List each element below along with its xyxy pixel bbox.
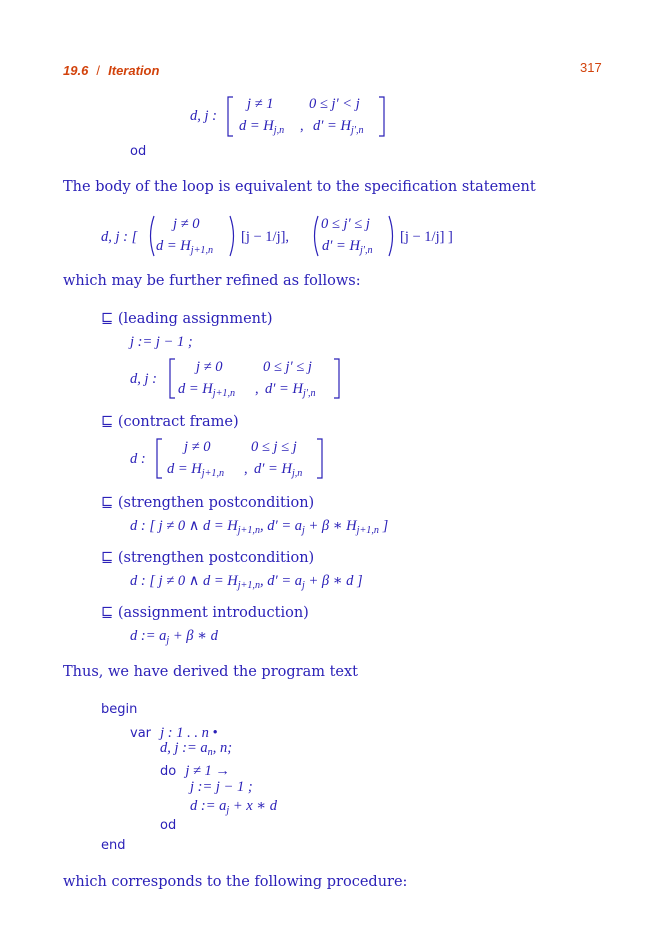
law-contract-frame: ⊑ (contract frame) <box>101 414 239 430</box>
init-assignment: d, j := $a_n$, n; <box>160 740 233 758</box>
frame-label-3: d : <box>130 451 146 467</box>
frame-label-2: d, j : <box>130 371 157 387</box>
substitution-1: [j − 1/j], <box>241 229 290 245</box>
law-strengthen-postcondition-1: ⊑ (strengthen postcondition) <box>101 495 315 511</box>
begin-keyword: begin <box>101 702 138 717</box>
loop-stmt-1: j := j − 1 ; <box>190 779 253 795</box>
left-bracket-2 <box>168 358 176 400</box>
header-separator: / <box>96 63 101 78</box>
spec-pre-2: $d = H_{j+1,n}$ <box>156 238 214 256</box>
assign-j: j := j − 1 ; <box>130 334 193 350</box>
substitution-2: [j − 1/j] ] <box>400 229 453 245</box>
spec-frame: d, j : [ <box>101 229 138 245</box>
paragraph-2: which may be further refined as follows: <box>63 273 361 289</box>
law-strengthen-postcondition-2: ⊑ (strengthen postcondition) <box>101 550 315 566</box>
do-loop-guard: do j ≠ 1 → <box>160 763 230 779</box>
right-paren-1 <box>228 215 238 257</box>
paragraph-4: which corresponds to the following procedure: <box>63 874 408 890</box>
s2-pre-2: 0 ≤ j ≤ j <box>251 439 297 455</box>
pre-condition-2: 0 ≤ j′ < j <box>309 96 360 112</box>
stmt-assignment: d := $a_j + \beta$ ∗ d <box>130 628 218 646</box>
pre-condition-1: j ≠ 1 <box>247 96 274 112</box>
s1-pre-1: j ≠ 0 <box>196 359 223 375</box>
page-number: 317 <box>580 60 602 75</box>
law-assignment-introduction: ⊑ (assignment introduction) <box>101 605 309 621</box>
law-leading-assignment: ⊑ (leading assignment) <box>101 311 273 327</box>
right-paren-2 <box>387 215 397 257</box>
comma: , <box>300 118 304 134</box>
right-bracket-2 <box>333 358 341 400</box>
s2-post-2: $d' = H_{j,n}$ <box>254 461 303 479</box>
s1-comma: , <box>255 381 259 397</box>
s2-post-1: $d = H_{j+1,n}$ <box>167 461 225 479</box>
s1-post-1: $d = H_{j+1,n}$ <box>178 381 236 399</box>
spec-post-1: 0 ≤ j′ ≤ j <box>321 216 370 232</box>
left-paren-1 <box>146 215 156 257</box>
section-title: Iteration <box>108 63 160 78</box>
paragraph-1: The body of the loop is equivalent to the specification statement <box>63 179 536 195</box>
post-condition-1: $d = H_{j,n}$ <box>239 118 285 136</box>
left-bracket-3 <box>155 438 163 480</box>
spec-pre-1: j ≠ 0 <box>173 216 200 232</box>
stmt-strengthen-1: d : [ j ≠ 0 ∧ $d = H_{j+1,n}$, $d' = a_j + \beta$ ∗ $H_{j+1,n}$ ] <box>130 518 389 536</box>
right-bracket-3 <box>316 438 324 480</box>
running-header <box>63 60 159 79</box>
od-keyword: od <box>130 144 147 159</box>
spec-post-2: $d' = H_{j',n}$ <box>322 238 373 256</box>
section-number: 19.6 <box>63 63 89 78</box>
left-paren-2 <box>310 215 320 257</box>
paragraph-3: Thus, we have derived the program text <box>63 664 358 680</box>
s1-post-2: $d' = H_{j',n}$ <box>265 381 316 399</box>
frame-label: d, j : <box>190 108 217 124</box>
right-bracket <box>378 96 386 138</box>
var-declaration: var j : 1 . . n • <box>130 725 218 741</box>
left-bracket <box>226 96 234 138</box>
s2-comma: , <box>244 461 248 477</box>
s1-pre-2: 0 ≤ j′ ≤ j <box>263 359 312 375</box>
od-keyword-2: od <box>160 818 177 833</box>
post-condition-2: $d' = H_{j',n}$ <box>313 118 364 136</box>
loop-stmt-2: d := $a_j + x$ ∗ d <box>190 798 278 816</box>
s2-pre-1: j ≠ 0 <box>184 439 211 455</box>
stmt-strengthen-2: d : [ j ≠ 0 ∧ $d = H_{j+1,n}$, $d' = a_j + \beta$ ∗ d ] <box>130 573 363 591</box>
end-keyword: end <box>101 838 126 853</box>
